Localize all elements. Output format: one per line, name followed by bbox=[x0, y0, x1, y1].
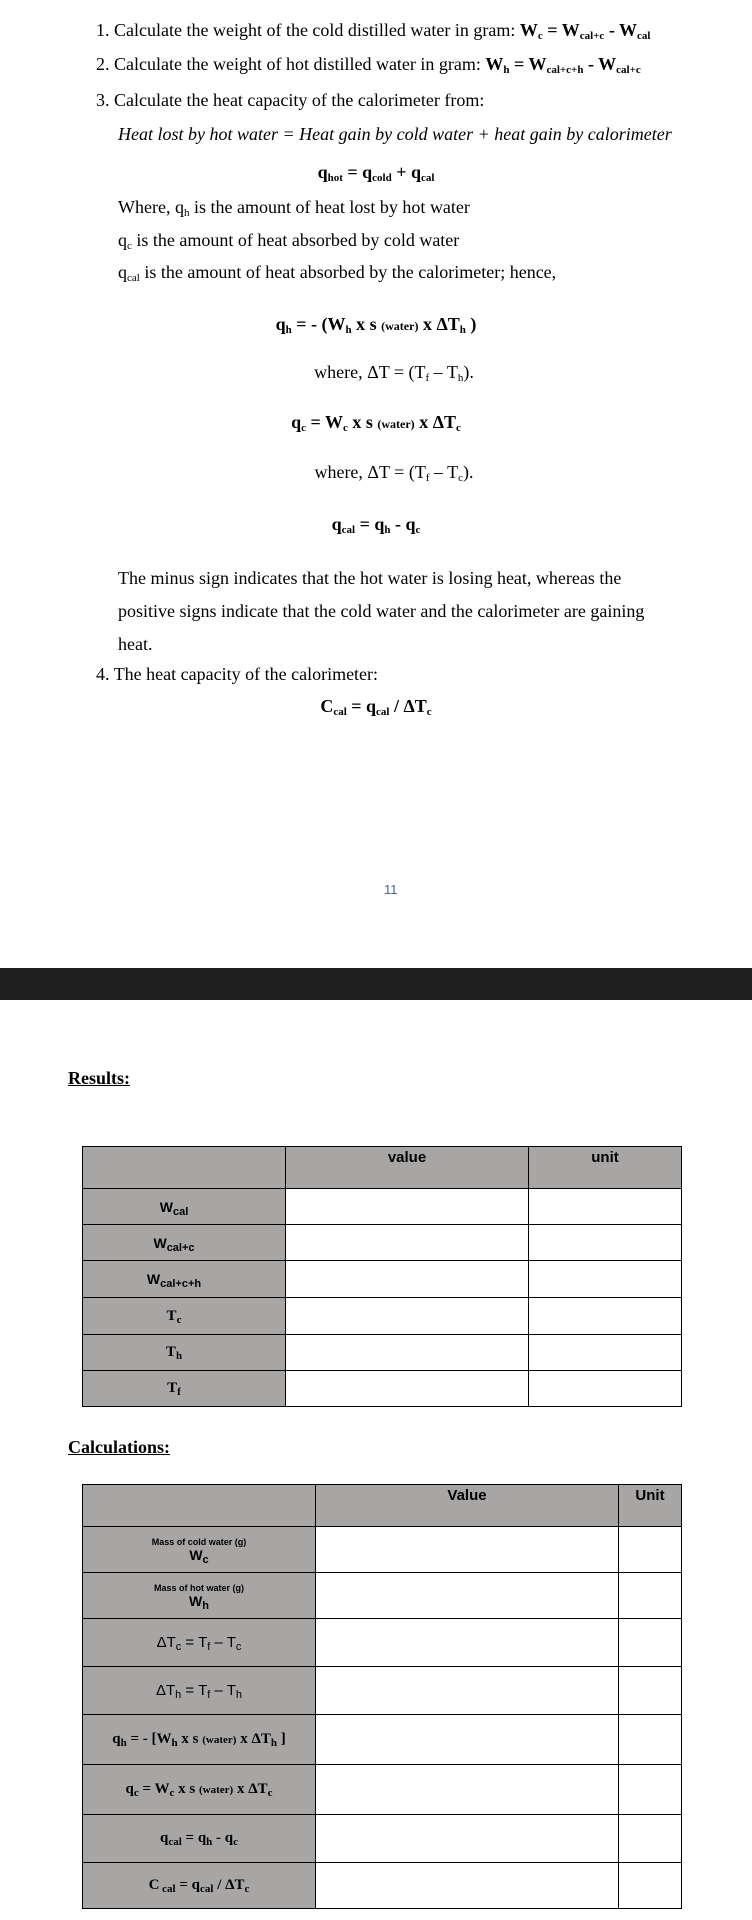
results-value-cell[interactable] bbox=[286, 1261, 529, 1298]
calc-row bbox=[83, 1765, 682, 1815]
step-2 bbox=[96, 54, 641, 75]
results-row bbox=[83, 1335, 682, 1371]
results-value-cell[interactable] bbox=[286, 1225, 529, 1261]
results-row bbox=[83, 1371, 682, 1407]
results-table bbox=[82, 1146, 682, 1407]
step-4-text: The heat capacity of the calorimeter: bbox=[113, 664, 379, 684]
calc-value-cell[interactable] bbox=[316, 1863, 619, 1909]
results-value-cell[interactable] bbox=[286, 1335, 529, 1371]
calculations-heading: Calculations: bbox=[68, 1437, 171, 1457]
results-row-label: $T_c$ bbox=[83, 1298, 286, 1335]
results-value-cell[interactable] bbox=[286, 1298, 529, 1335]
calc-unit-cell[interactable] bbox=[619, 1715, 682, 1765]
calc-value-cell[interactable] bbox=[316, 1527, 619, 1573]
results-unit-cell[interactable] bbox=[529, 1335, 682, 1371]
calc-row-label: Mass of hot water (g) $W_h$ bbox=[83, 1573, 316, 1619]
calc-row-label: $\Delta T_c = T_f - T_c$ bbox=[83, 1619, 316, 1667]
step-3-text: Calculate the heat capacity of the calorimeter from: bbox=[114, 90, 485, 110]
results-unit-cell[interactable] bbox=[529, 1298, 682, 1335]
calc-unit-cell[interactable] bbox=[619, 1815, 682, 1863]
calc-header-row bbox=[83, 1485, 682, 1527]
results-heading: Results: bbox=[68, 1068, 130, 1088]
calc-value-cell[interactable] bbox=[316, 1573, 619, 1619]
calc-row-label: $\Delta T_h = T_f - T_h$ bbox=[83, 1667, 316, 1715]
qcal-definition: $q_{cal}$ is the amount of heat absorbed by the calorimeter; hence, bbox=[118, 262, 557, 284]
qhot-equation: $q_{hot} = q_{cold} + q_{cal}$ bbox=[317, 162, 435, 184]
calculations-table bbox=[82, 1484, 682, 1909]
results-unit-cell[interactable] bbox=[529, 1225, 682, 1261]
step-2-number: 2. bbox=[96, 54, 110, 74]
calc-row bbox=[83, 1527, 682, 1573]
results-row bbox=[83, 1189, 682, 1225]
results-value-cell[interactable] bbox=[286, 1371, 529, 1407]
results-header-row bbox=[83, 1147, 682, 1189]
calc-value-cell[interactable] bbox=[316, 1715, 619, 1765]
results-row bbox=[83, 1225, 682, 1261]
qcal-equation: $q_{cal} = q_h - q_c$ bbox=[331, 514, 421, 536]
calc-unit-cell[interactable] bbox=[619, 1619, 682, 1667]
calc-row bbox=[83, 1715, 682, 1765]
step-3 bbox=[96, 90, 484, 111]
results-unit-cell[interactable] bbox=[529, 1261, 682, 1298]
results-row-label: $W_{cal+c+h}$ bbox=[83, 1261, 286, 1298]
calc-value-cell[interactable] bbox=[316, 1765, 619, 1815]
results-row bbox=[83, 1298, 682, 1335]
calc-row bbox=[83, 1815, 682, 1863]
qh-equation: $q_h$ = - ($W_h$ x s (water) x $\Delta T_h$ ) bbox=[275, 314, 477, 336]
calc-value-cell[interactable] bbox=[316, 1619, 619, 1667]
calc-unit-cell[interactable] bbox=[619, 1667, 682, 1715]
ccal-equation: $C_{cal} = q_{cal} / \Delta T_c$ bbox=[320, 696, 432, 718]
results-col-value: value bbox=[286, 1147, 529, 1189]
minus-sign-explanation: The minus sign indicates that the hot water is losing heat, whereas the positive signs indicate that the cold water and the calorimeter are gaining heat. bbox=[118, 568, 645, 654]
calc-unit-cell[interactable] bbox=[619, 1863, 682, 1909]
page-number: 11 bbox=[384, 882, 398, 897]
step-3-number: 3. bbox=[96, 90, 110, 110]
calc-unit-cell[interactable] bbox=[619, 1765, 682, 1815]
results-value-cell[interactable] bbox=[286, 1189, 529, 1225]
step-1-text: Calculate the weight of the cold distilled water in gram: bbox=[114, 20, 516, 40]
calc-col-value: Value bbox=[316, 1485, 619, 1527]
step-4-number: 4. bbox=[96, 664, 110, 684]
results-header-blank bbox=[83, 1147, 286, 1189]
calc-value-cell[interactable] bbox=[316, 1667, 619, 1715]
calc-row-label: $q_{cal} = q_h - q_c$ bbox=[83, 1815, 316, 1863]
where-delta-t-cold: where, $\Delta T = (T_f - T_c)$. bbox=[314, 462, 474, 484]
results-unit-cell[interactable] bbox=[529, 1371, 682, 1407]
results-row-label: $T_h$ bbox=[83, 1335, 286, 1371]
results-row-label: $T_f$ bbox=[83, 1371, 286, 1407]
results-row bbox=[83, 1261, 682, 1298]
calc-unit-cell[interactable] bbox=[619, 1527, 682, 1573]
where-delta-t-hot: where, $\Delta T = (T_f - T_h)$. bbox=[314, 362, 474, 384]
calc-value-cell[interactable] bbox=[316, 1815, 619, 1863]
step-2-formula: $W_h = W_{cal+c+h} - W_{cal+c}$ bbox=[485, 54, 641, 76]
qc-definition: $q_c$ is the amount of heat absorbed by cold water bbox=[118, 230, 460, 252]
calc-header-blank bbox=[83, 1485, 316, 1527]
step-1 bbox=[96, 20, 650, 41]
step-2-text: Calculate the weight of hot distilled water in gram: bbox=[114, 54, 481, 74]
calc-row bbox=[83, 1667, 682, 1715]
results-row-label: $W_{cal+c}$ bbox=[83, 1225, 286, 1261]
step-1-formula: $W_c = W_{cal+c} - W_{cal}$ bbox=[519, 20, 651, 42]
page-divider bbox=[0, 968, 752, 1000]
calc-row bbox=[83, 1573, 682, 1619]
results-col-unit: unit bbox=[529, 1147, 682, 1189]
calc-row-label: C $_{cal} = q_{cal} / \Delta T_c$ bbox=[83, 1863, 316, 1909]
qc-equation: $q_c = W_c$ x s (water) x $\Delta T_c$ bbox=[291, 412, 461, 434]
calc-row bbox=[83, 1863, 682, 1909]
calc-row-label: Mass of cold water (g) $W_c$ bbox=[83, 1527, 316, 1573]
where-qh-definition: Where, $q_h$ is the amount of heat lost by hot water bbox=[118, 197, 470, 219]
step-1-number: 1. bbox=[96, 20, 110, 40]
results-row-label: $W_{cal}$ bbox=[83, 1189, 286, 1225]
calc-row-label: $q_h$ = - [$W_h$ x s (water) x $\Delta T_h$ ] bbox=[83, 1715, 316, 1765]
calc-unit-cell[interactable] bbox=[619, 1573, 682, 1619]
step-4 bbox=[96, 664, 378, 685]
calc-row-label: $q_c = W_c$ x s (water) x $\Delta T_c$ bbox=[83, 1765, 316, 1815]
calc-row bbox=[83, 1619, 682, 1667]
heat-balance-statement: Heat lost by hot water = Heat gain by cold water + heat gain by calorimeter bbox=[118, 124, 672, 144]
calc-col-unit: Unit bbox=[619, 1485, 682, 1527]
results-unit-cell[interactable] bbox=[529, 1189, 682, 1225]
